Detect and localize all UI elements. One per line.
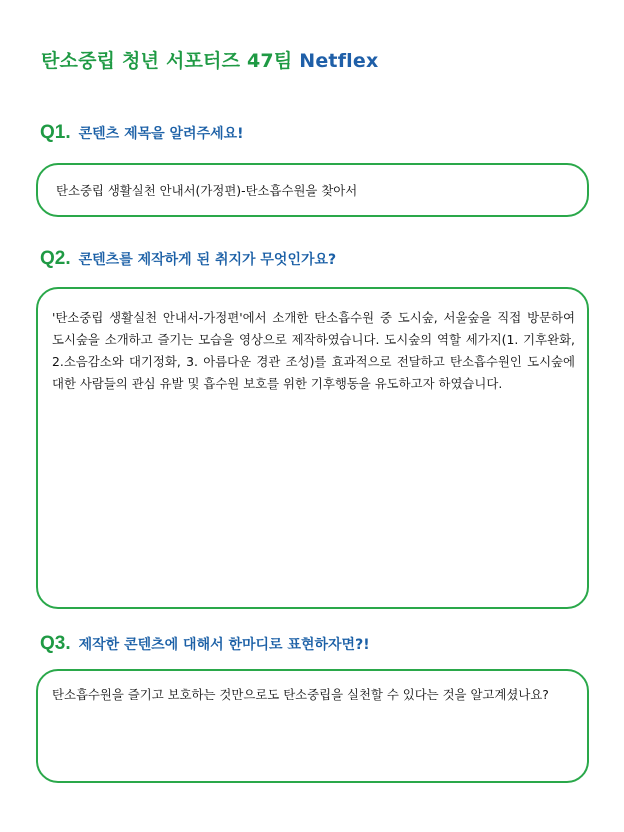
title-team: 47팀 <box>247 50 293 72</box>
question-number: Q3. <box>40 633 71 654</box>
question-prompt: 콘텐츠 제목을 알려주세요! <box>78 126 244 142</box>
answer-text: '탄소중립 생활실천 안내서-가정편'에서 소개한 탄소흡수원 중 도시숲, 서울숲을 직접 방문하여 도시숲을 소개하고 즐기는 모습을 영상으로 제작하였습니다. 도시숲의 역할 세가지(1. 기후완화, 2.소음감소와 대기정화, 3. 아름다운 경관 조성)를 효과적으로 전달하고 탄소흡수원인 도시숲에 대한 사람들의 관심 유발 및 흡수원 보호를 위한 기후행동을 유도하고자 하였습니다. <box>52 310 575 391</box>
page-title <box>41 46 378 73</box>
question-prompt: 콘텐츠를 제작하게 된 취지가 무엇인가요? <box>78 252 337 268</box>
question-number: Q2. <box>40 248 71 269</box>
question-3 <box>40 633 370 655</box>
answer-box-1 <box>36 163 589 217</box>
question-2 <box>40 248 336 270</box>
question-prompt: 제작한 콘텐츠에 대해서 한마디로 표현하자면?! <box>78 637 370 653</box>
title-korean: 탄소중립 청년 서포터즈 <box>41 50 241 72</box>
answer-box-2 <box>36 287 589 609</box>
answer-text: 탄소중립 생활실천 안내서(가정편)-탄소흡수원을 찾아서 <box>56 183 358 198</box>
answer-text: 탄소흡수원을 즐기고 보호하는 것만으로도 탄소중립을 실천할 수 있다는 것을 알고계셨나요? <box>52 687 549 702</box>
question-1 <box>40 122 244 144</box>
answer-box-3 <box>36 669 589 783</box>
title-brand: Netflex <box>299 50 379 72</box>
question-number: Q1. <box>40 122 71 143</box>
